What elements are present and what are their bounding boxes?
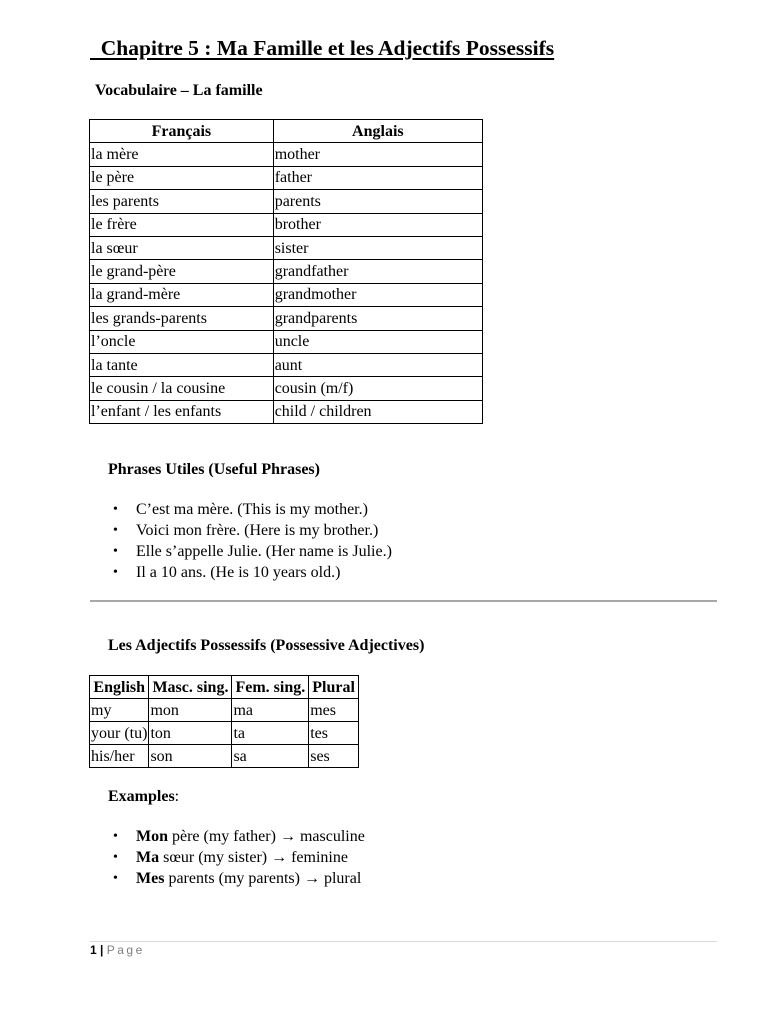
vocab-french-cell: la tante [90,353,274,376]
vocab-header-english: Anglais [273,120,482,143]
vocab-header-row [90,120,483,143]
possessives-english-cell: my [90,699,149,722]
possessives-plural-cell: tes [309,722,359,745]
possessives-english-cell: his/her [90,745,149,768]
vocab-french-cell: la sœur [90,236,274,259]
vocab-french-cell: le père [90,166,274,189]
possessives-fem-cell: ma [232,699,309,722]
vocab-english-cell: sister [273,236,482,259]
page-label: Page [106,943,145,957]
example-adjective: Ma [136,849,160,866]
phrases-heading: Phrases Utiles (Useful Phrases) [108,461,320,478]
vocab-french-cell: le frère [90,213,274,236]
example-adjective: Mon [136,828,168,845]
possessives-row [90,745,359,768]
possessives-header-masc: Masc. sing. [149,676,232,699]
example-adjective: Mes [136,870,165,887]
footer-separator: | [96,943,107,957]
bullet-icon: • [113,850,118,865]
phrase-text: Il a 10 ans. (He is 10 years old.) [136,564,341,581]
possessives-header-english: English [90,676,149,699]
vocab-heading: Vocabulaire – La famille [95,82,263,99]
vocab-english-cell: mother [273,143,482,166]
possessives-fem-cell: ta [232,722,309,745]
example-text: parents (my parents) → plural [164,870,362,887]
example-item [109,847,365,868]
vocab-row [90,236,483,259]
vocab-english-cell: uncle [273,330,482,353]
page-number: 1 [90,943,97,957]
vocab-english-cell: cousin (m/f) [273,377,482,400]
possessives-header-row [90,676,359,699]
possessives-fem-cell: sa [232,745,309,768]
possessives-masc-cell: son [149,745,232,768]
vocab-row [90,307,483,330]
vocab-english-cell: brother [273,213,482,236]
vocab-french-cell: l’oncle [90,330,274,353]
vocab-row [90,377,483,400]
vocab-header-french: Français [90,120,274,143]
phrase-item [109,562,392,583]
possessives-plural-cell: mes [309,699,359,722]
possessives-row [90,722,359,745]
vocab-french-cell: la grand-mère [90,283,274,306]
possessives-heading: Les Adjectifs Possessifs (Possessive Adjectives) [108,637,425,654]
vocab-english-cell: grandmother [273,283,482,306]
examples-heading-colon: : [174,788,180,805]
phrase-text: C’est ma mère. (This is my mother.) [136,501,368,518]
phrase-item [109,520,392,541]
page-title: Chapitre 5 : Ma Famille et les Adjectifs Possessifs [90,36,555,60]
vocab-french-cell: le cousin / la cousine [90,377,274,400]
vocab-french-cell: les parents [90,190,274,213]
vocab-english-cell: father [273,166,482,189]
phrase-text: Voici mon frère. (Here is my brother.) [136,522,379,539]
vocab-row [90,353,483,376]
vocab-french-cell: l’enfant / les enfants [90,400,274,423]
vocab-english-cell: aunt [273,353,482,376]
possessives-english-cell: your (tu) [90,722,149,745]
phrase-item [109,541,392,562]
example-text: sœur (my sister) → feminine [159,849,348,866]
examples-list [109,826,365,889]
vocab-french-cell: le grand-père [90,260,274,283]
page-footer [90,943,145,957]
vocab-row [90,143,483,166]
section-divider [90,600,717,602]
possessives-header-fem: Fem. sing. [232,676,309,699]
bullet-icon: • [113,871,118,886]
possessives-table [89,675,359,768]
bullet-icon: • [113,523,118,538]
vocab-row [90,190,483,213]
vocab-row [90,213,483,236]
possessives-header-plural: Plural [309,676,359,699]
bullet-icon: • [113,829,118,844]
vocab-english-cell: grandfather [273,260,482,283]
vocab-french-cell: la mère [90,143,274,166]
vocab-table [89,119,483,424]
footer-rule [90,941,717,942]
phrases-list [109,499,392,583]
vocab-english-cell: child / children [273,400,482,423]
phrase-text: Elle s’appelle Julie. (Her name is Julie.) [136,543,392,560]
bullet-icon: • [113,502,118,517]
vocab-english-cell: parents [273,190,482,213]
examples-heading [108,788,179,806]
vocab-row [90,400,483,423]
bullet-icon: • [113,544,118,559]
example-item [109,826,365,847]
possessives-masc-cell: ton [149,722,232,745]
vocab-row [90,260,483,283]
bullet-icon: • [113,565,118,580]
vocab-english-cell: grandparents [273,307,482,330]
vocab-french-cell: les grands-parents [90,307,274,330]
possessives-plural-cell: ses [309,745,359,768]
possessives-row [90,699,359,722]
example-item [109,868,365,889]
possessives-masc-cell: mon [149,699,232,722]
vocab-row [90,166,483,189]
examples-heading-label: Examples [108,788,175,805]
example-text: père (my father) → masculine [168,828,365,845]
vocab-row [90,283,483,306]
vocab-row [90,330,483,353]
phrase-item [109,499,392,520]
